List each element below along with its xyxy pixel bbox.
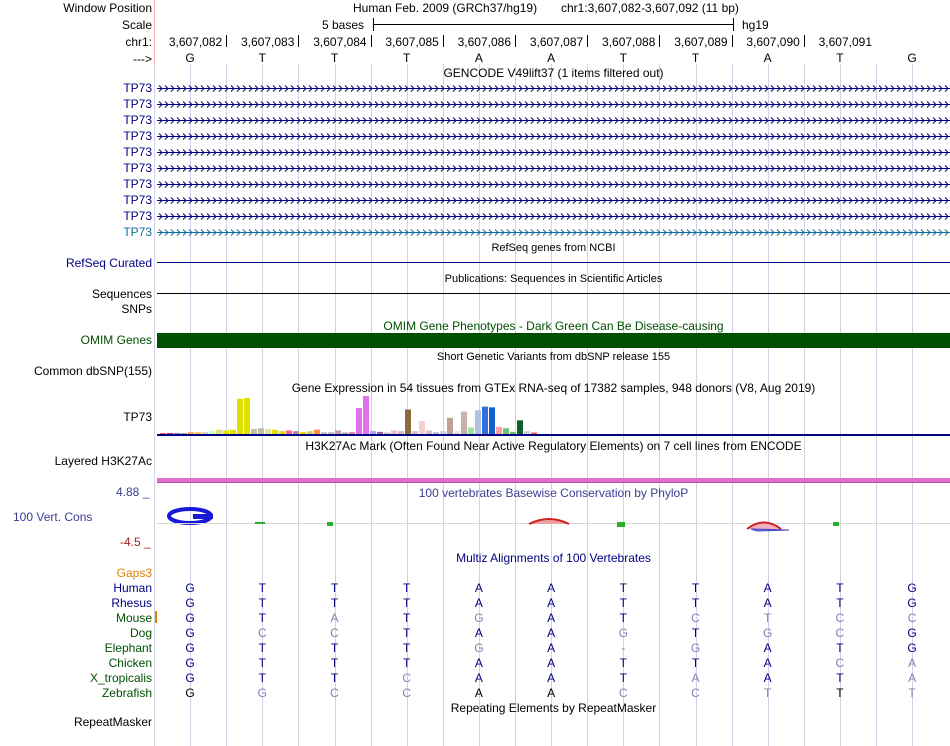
gencode-transcript-label[interactable]: TP73 [123, 81, 152, 95]
aligned-base: T [836, 671, 844, 685]
reference-base: G [185, 51, 195, 65]
aligned-base: T [330, 671, 339, 685]
gtex-tissue-bar [482, 407, 488, 434]
gtex-tissue-bar [517, 420, 523, 434]
aligned-base: C [257, 626, 267, 640]
aligned-base: A [474, 671, 483, 685]
reference-base: T [258, 51, 266, 65]
gencode-transcript-label[interactable]: TP73 [123, 145, 152, 159]
aligned-base: G [185, 686, 195, 700]
aligned-base: A [474, 626, 483, 640]
aligned-base: T [619, 671, 627, 685]
scale-text: 5 bases [322, 18, 365, 32]
coordinate-tick [515, 35, 516, 47]
gencode-track-title: GENCODE V49lift37 (1 items filtered out) [443, 66, 664, 80]
species-label[interactable]: Human [113, 581, 152, 595]
gtex-tissue-bar [356, 408, 362, 434]
aligned-base: G [907, 626, 917, 640]
aligned-base: A [474, 656, 483, 670]
aligned-base: T [836, 641, 844, 655]
phylop-conservation-plot[interactable] [157, 500, 950, 550]
coordinate-label: 3,607,086 [457, 35, 511, 49]
gencode-transcript-label[interactable]: TP73 [123, 97, 152, 111]
phylop-score-bar [255, 522, 265, 524]
gencode-transcript-line[interactable] [157, 228, 950, 237]
aligned-base: A [547, 581, 556, 595]
aligned-base: T [836, 581, 844, 595]
aligned-base: G [185, 641, 195, 655]
species-label[interactable]: Rhesus [111, 596, 152, 610]
aligned-base: - [621, 641, 626, 655]
aligned-base: G [618, 626, 628, 640]
aligned-base: A [474, 581, 483, 595]
gtex-tissue-bar [363, 396, 369, 434]
aligned-base: T [258, 581, 266, 595]
reference-base: A [763, 51, 772, 65]
aligned-base: G [185, 671, 195, 685]
gencode-transcript-line[interactable] [157, 180, 950, 189]
gtex-track-title: Gene Expression in 54 tissues from GTEx RNA-seq of 17382 samples, 948 donors (V8, Aug 2019) [291, 381, 816, 395]
gtex-tissue-bar [489, 407, 495, 434]
h3k27ac-signal[interactable] [157, 478, 950, 483]
dbsnp-track-label[interactable]: Common dbSNP(155) [33, 364, 152, 378]
phylop-trough [751, 529, 789, 531]
gtex-tissue-bar [237, 399, 243, 434]
aligned-base: G [185, 626, 195, 640]
aligned-base: A [763, 656, 772, 670]
coordinate-label: 3,607,082 [168, 35, 223, 49]
aligned-base: T [403, 656, 411, 670]
refseq-track-title: RefSeq genes from NCBI [491, 242, 616, 254]
gtex-tissue-bar [447, 418, 453, 434]
aligned-base: T [691, 626, 700, 640]
aligned-base: T [330, 581, 339, 595]
coordinate-label: 3,607,085 [385, 35, 439, 49]
coordinate-tick [587, 35, 588, 47]
aligned-base: A [330, 611, 339, 625]
assembly-title: Human Feb. 2009 (GRCh37/hg19) [353, 1, 538, 15]
gencode-transcript-line[interactable] [157, 212, 950, 221]
aligned-base: A [908, 671, 917, 685]
aligned-base: T [258, 671, 266, 685]
aligned-base: A [474, 596, 483, 610]
aligned-base: A [763, 641, 772, 655]
gtex-tissue-bar [244, 398, 250, 434]
gencode-transcript-label[interactable]: TP73 [123, 225, 152, 239]
aligned-base: A [908, 656, 917, 670]
aligned-base: C [330, 626, 339, 640]
scale-bar-right-tick [733, 18, 734, 31]
h3k27ac-track-title: H3K27Ac Mark (Often Found Near Active Regulatory Elements) on 7 cell lines from ENCODE [305, 439, 802, 453]
publications-sequence-line[interactable] [157, 293, 950, 294]
omim-track-label[interactable]: OMIM Genes [80, 333, 152, 347]
mouse-row-marker [155, 611, 157, 623]
gtex-tissue-bar [496, 427, 502, 434]
aligned-base: G [185, 611, 195, 625]
gtex-gene-line [157, 434, 950, 436]
gencode-transcript-label[interactable]: TP73 [123, 113, 152, 127]
aligned-base: T [691, 656, 700, 670]
aligned-base: G [257, 686, 267, 700]
chrom-label: chr1: [125, 35, 152, 49]
gencode-transcript-label[interactable]: TP73 [123, 193, 152, 207]
aligned-base: C [618, 686, 628, 700]
refseq-gene-line[interactable] [157, 262, 950, 263]
aligned-base: C [835, 611, 845, 625]
aligned-base: G [474, 611, 484, 625]
phylop-logo-g-bar [193, 514, 213, 519]
aligned-base: T [619, 611, 627, 625]
aligned-base: C [691, 686, 700, 700]
gencode-transcript-line[interactable] [157, 84, 950, 93]
aligned-base: T [836, 596, 844, 610]
repeatmasker-track-title: Repeating Elements by RepeatMasker [450, 701, 657, 715]
coordinate-tick [226, 35, 227, 47]
aligned-base: G [907, 641, 917, 655]
gencode-transcript-label[interactable]: TP73 [123, 209, 152, 223]
dbsnp-track-title: Short Genetic Variants from dbSNP release 155 [436, 351, 671, 363]
aligned-base: C [402, 671, 412, 685]
aligned-base: T [619, 656, 627, 670]
aligned-base: G [185, 596, 195, 610]
phylop-score-bar [617, 522, 625, 527]
reference-base: T [619, 51, 627, 65]
multiz-track-title: Multiz Alignments of 100 Vertebrates [456, 551, 651, 565]
gencode-transcript-line[interactable] [157, 164, 950, 173]
gencode-transcript-line[interactable] [157, 100, 950, 109]
gencode-transcript-line[interactable] [157, 132, 950, 141]
scale-bar [373, 24, 733, 25]
aligned-base: G [907, 581, 917, 595]
aligned-base: A [691, 671, 700, 685]
refseq-track-label[interactable]: RefSeq Curated [65, 256, 152, 270]
aligned-base: G [185, 581, 195, 595]
coordinate-label: 3,607,089 [674, 35, 728, 49]
aligned-base: C [402, 686, 412, 700]
aligned-base: G [907, 596, 917, 610]
species-label[interactable]: Dog [129, 626, 152, 640]
aligned-base: T [619, 581, 627, 595]
coordinate-label: 3,607,091 [818, 35, 872, 49]
aligned-base: G [474, 641, 484, 655]
gencode-transcript-line[interactable] [157, 148, 950, 157]
aligned-base: T [258, 596, 266, 610]
aligned-base: G [690, 641, 701, 655]
phylop-track-title: 100 vertebrates Basewise Conservation by PhyloP [418, 486, 689, 500]
coordinate-tick [804, 35, 805, 47]
aligned-base: C [835, 656, 845, 670]
position-readout: chr1:3,607,082-3,607,092 (11 bp) [561, 1, 739, 15]
aligned-base: T [691, 581, 700, 595]
repeatmasker-track-label[interactable]: RepeatMasker [73, 715, 152, 729]
gtex-tissue-bar [405, 410, 411, 434]
aligned-base: T [258, 656, 266, 670]
aligned-base: A [763, 581, 772, 595]
coordinate-label: 3,607,084 [313, 35, 367, 49]
reference-base: T [836, 51, 844, 65]
aligned-base: T [258, 641, 266, 655]
window-position-label: Window Position [63, 1, 152, 15]
coordinate-tick [371, 35, 372, 47]
phylop-min-label: -4.5 _ [120, 535, 151, 549]
coordinate-label: 3,607,088 [602, 35, 656, 49]
scale-label: Scale [121, 18, 152, 32]
aligned-base: T [764, 611, 772, 625]
h3k27ac-track-label[interactable]: Layered H3K27Ac [54, 454, 152, 468]
coordinate-tick [659, 35, 660, 47]
aligned-base: A [547, 641, 556, 655]
gencode-transcript-line[interactable] [157, 116, 950, 125]
aligned-base: T [330, 641, 339, 655]
aligned-base: A [547, 596, 556, 610]
aligned-base: T [403, 596, 411, 610]
aligned-base: T [403, 581, 411, 595]
phylop-score-bar [327, 522, 333, 526]
species-label[interactable]: Zebrafish [101, 686, 152, 700]
phylop-peak [529, 519, 569, 524]
species-label[interactable]: X_tropicalis [89, 671, 152, 685]
publications-track-label[interactable]: Sequences [91, 287, 152, 301]
aligned-base: A [547, 686, 556, 700]
aligned-base: G [185, 656, 195, 670]
phylop-track-label[interactable]: 100 Vert. Cons [13, 510, 93, 524]
aligned-base: T [403, 611, 411, 625]
reference-base: G [907, 51, 917, 65]
gencode-transcript-line[interactable] [157, 196, 950, 205]
aligned-base: C [907, 611, 917, 625]
phylop-max-label: 4.88 _ [116, 485, 150, 499]
aligned-base: A [474, 686, 483, 700]
aligned-base: T [403, 641, 411, 655]
aligned-base: C [691, 611, 700, 625]
phylop-score-bar [833, 522, 839, 526]
label-panel-divider [154, 0, 155, 746]
reference-base: A [474, 51, 483, 65]
strand-arrow-label: ---> [133, 52, 152, 66]
aligned-base: C [330, 686, 339, 700]
gtex-tissue-bar [461, 412, 467, 434]
gtex-tissue-bar [475, 410, 481, 434]
aligned-base: T [619, 596, 627, 610]
aligned-base: T [330, 656, 339, 670]
species-label[interactable]: Mouse [115, 611, 152, 625]
aligned-base: C [835, 626, 845, 640]
coordinate-label: 3,607,087 [529, 35, 584, 49]
aligned-base: A [547, 656, 556, 670]
aligned-base: T [908, 686, 916, 700]
aligned-base: T [258, 611, 266, 625]
omim-phenotype-bar[interactable] [157, 333, 950, 348]
reference-base: T [403, 51, 411, 65]
aligned-base: T [330, 596, 339, 610]
gencode-transcript-label[interactable]: TP73 [123, 177, 152, 191]
species-label[interactable]: Elephant [104, 641, 152, 655]
reference-base: A [547, 51, 556, 65]
snps-label[interactable]: SNPs [121, 302, 152, 316]
aligned-base: T [764, 686, 772, 700]
database-label: hg19 [742, 18, 769, 32]
aligned-base: A [547, 671, 556, 685]
species-label[interactable]: Chicken [108, 656, 152, 670]
aligned-base: A [547, 626, 556, 640]
omim-track-title: OMIM Gene Phenotypes - Dark Green Can Be Disease-causing [383, 319, 724, 333]
reference-base: T [330, 51, 339, 65]
coordinate-label: 3,607,090 [746, 35, 800, 49]
aligned-base: A [547, 611, 556, 625]
coordinate-tick [298, 35, 299, 47]
aligned-base: T [403, 626, 411, 640]
coordinate-label: 3,607,083 [241, 35, 295, 49]
aligned-base: A [763, 671, 772, 685]
coordinate-tick [732, 35, 733, 47]
gencode-transcript-label[interactable]: TP73 [123, 129, 152, 143]
gencode-transcript-label[interactable]: TP73 [123, 161, 152, 175]
gtex-track-label[interactable]: TP73 [123, 410, 152, 424]
gtex-expression-chart[interactable] [157, 396, 950, 438]
gtex-tissue-bar [419, 421, 425, 434]
aligned-base: T [691, 596, 700, 610]
aligned-base: G [763, 626, 773, 640]
publications-track-title: Publications: Sequences in Scientific Articles [444, 273, 663, 285]
scale-bar-left-tick [373, 18, 374, 31]
reference-base: T [691, 51, 700, 65]
aligned-base: T [836, 686, 844, 700]
coordinate-tick [443, 35, 444, 47]
gaps-label[interactable]: Gaps3 [116, 566, 152, 580]
aligned-base: A [763, 596, 772, 610]
